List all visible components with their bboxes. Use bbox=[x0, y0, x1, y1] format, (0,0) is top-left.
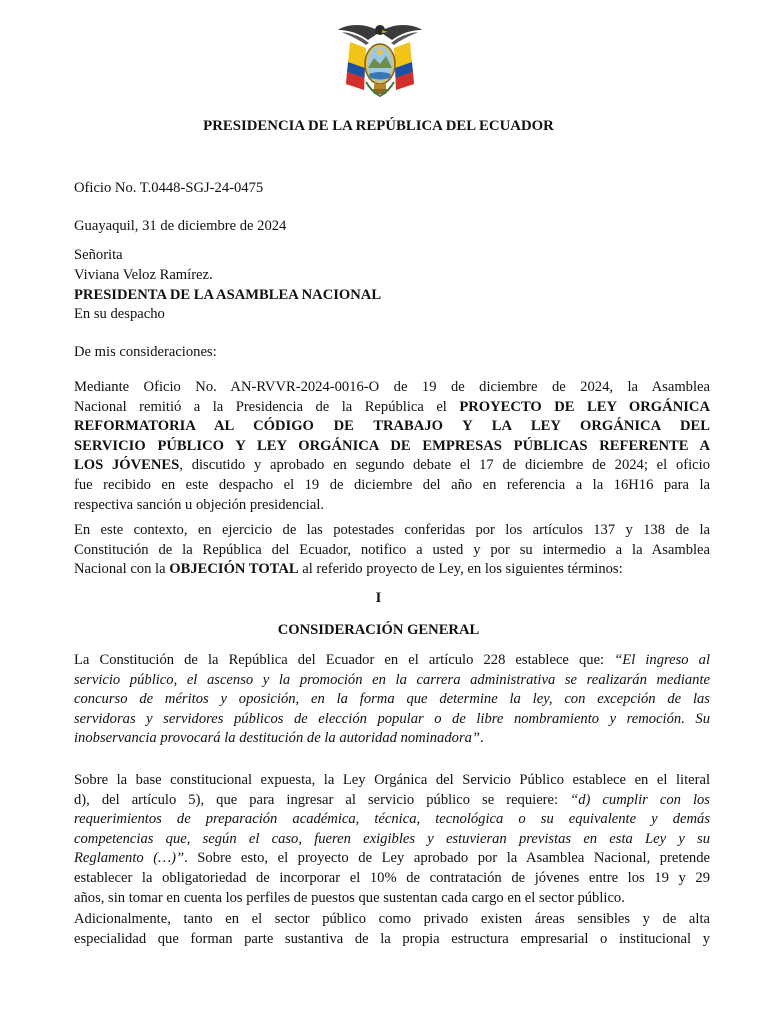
paragraph-objection-notice bbox=[74, 521, 710, 580]
p3-quote-1: “El ingreso al bbox=[614, 652, 711, 668]
section-numeral: I bbox=[375, 590, 382, 606]
p4-line-2 bbox=[74, 791, 710, 811]
p4-text: d), del artículo 5), que para ingresar al servicio público se requiere: bbox=[74, 791, 571, 808]
p3-quote-3: concurso de méritos y oposición, en la forma que determine la ley, con excepción de las bbox=[74, 691, 710, 708]
oficio-number: Oficio No. T.0448-SGJ-24-0475 bbox=[74, 180, 264, 196]
p1-text: Nacional remitió a la Presidencia de la República el bbox=[74, 398, 460, 415]
p4-quote-2: requerimientos de preparación académica, técnica, tecnológica o su equivalente y demás bbox=[74, 811, 710, 828]
p4-quote-3: competencias que, según el caso, fueren exigibles y estuvieran previstas en esta Ley y su bbox=[74, 830, 710, 847]
p3-quote-4: servidoras y servidores públicos de elección popular o de libre nombramiento y remoción. Su bbox=[74, 710, 710, 727]
p4-line-4 bbox=[74, 830, 710, 850]
p2-text: Nacional con la bbox=[74, 561, 170, 578]
p3-text: La Constitución de la República del Ecuador en el artículo 228 establece que: bbox=[74, 652, 615, 668]
p2-text-2: al referido proyecto de Ley, en los siguientes términos: bbox=[298, 561, 623, 578]
p3-line-1 bbox=[74, 651, 710, 671]
greeting: De mis consideraciones: bbox=[74, 344, 217, 360]
p1-line-5 bbox=[74, 456, 710, 476]
recipient-salutation: Señorita bbox=[74, 247, 123, 263]
p3-quote-2: servicio público, el ascenso y la promoción en la carrera administrativa se realizarán mediante bbox=[74, 671, 710, 688]
p1-line-2 bbox=[74, 398, 710, 418]
p3-line-3 bbox=[74, 690, 710, 710]
p2-line-2: Constitución de la República del Ecuador, notifico a usted y por su intermedio a la Asamblea bbox=[74, 541, 710, 558]
p1-law-title-2: REFORMATORIA AL CÓDIGO DE TRABAJO Y LA LEY ORGÁNICA DEL bbox=[74, 418, 710, 435]
paragraph-oficio-reference bbox=[74, 378, 710, 515]
objection-total-label: OBJECIÓN TOTAL bbox=[169, 561, 299, 578]
recipient-name: Viviana Veloz Ramírez. bbox=[74, 267, 213, 283]
p1-line-1: Mediante Oficio No. AN-RVVR-2024-0016-O de 19 de diciembre de 2024, la Asamblea bbox=[74, 379, 710, 395]
coat-of-arms-icon bbox=[336, 18, 424, 102]
p4-line-3 bbox=[74, 810, 710, 830]
p4-text-2: . Sobre esto, el proyecto de Ley aprobado por la Asamblea Nacional, pretende bbox=[184, 850, 711, 867]
p2-line-1: En este contexto, en ejercicio de las potestades conferidas por los artículos 137 y 138 de la bbox=[74, 522, 710, 538]
p4-line-7: años, sin tomar en cuenta los perfiles de puestos que sustentan cada cargo en el sector público. bbox=[74, 889, 625, 906]
p4-line-6: establecer la obligatoriedad de incorporar el 10% de contratación de jóvenes entre los 19 y 29 bbox=[74, 869, 710, 886]
p2-line-3 bbox=[74, 560, 710, 580]
recipient-title: PRESIDENTA DE LA ASAMBLEA NACIONAL bbox=[74, 287, 382, 303]
p4-line-1: Sobre la base constitucional expuesta, la Ley Orgánica del Servicio Público establece en el literal bbox=[74, 772, 710, 788]
p1-law-title-3: SERVICIO PÚBLICO Y LEY ORGÁNICA DE EMPRESAS PÚBLICAS REFERENTE A bbox=[74, 437, 710, 454]
recipient-location: En su despacho bbox=[74, 306, 165, 322]
p4-line-5 bbox=[74, 849, 710, 869]
p1-line-4 bbox=[74, 437, 710, 457]
p1-line-6: fue recibido en este despacho el 19 de diciembre del año en referencia a la 16H16 para la bbox=[74, 476, 710, 493]
paragraph-sensitive-areas bbox=[74, 910, 710, 949]
date-line: Guayaquil, 31 de diciembre de 2024 bbox=[74, 218, 287, 234]
p4-quote-1: “d) cumplir con los bbox=[570, 791, 710, 808]
p3-text-2: . bbox=[480, 730, 484, 747]
p5-line-1: Adicionalmente, tanto en el sector público como privado existen áreas sensibles y de alta bbox=[74, 911, 710, 927]
p1-line-3 bbox=[74, 417, 710, 437]
p3-line-2 bbox=[74, 671, 710, 691]
p5-line-2: especialidad que forman parte sustantiva de la propia estructura empresarial o institucional y bbox=[74, 930, 710, 947]
institution-heading: PRESIDENCIA DE LA REPÚBLICA DEL ECUADOR bbox=[203, 118, 554, 134]
p1-law-title-4: LOS JÓVENES bbox=[74, 457, 180, 474]
paragraph-constitution-228 bbox=[74, 651, 710, 749]
p1-line-7: respectiva sanción u objeción presidencial. bbox=[74, 496, 325, 513]
p4-quote-4: Reglamento (…)” bbox=[74, 850, 185, 867]
p1-text-2: , discutido y aprobado en segundo debate el 17 de diciembre de 2024; el oficio bbox=[179, 457, 710, 474]
p3-quote-5: inobservancia provocará la destitución de la autoridad nominadora” bbox=[74, 730, 481, 747]
p3-line-4 bbox=[74, 710, 710, 730]
p3-line-5 bbox=[74, 729, 710, 749]
section-title: CONSIDERACIÓN GENERAL bbox=[277, 622, 480, 638]
p1-law-title-1: PROYECTO DE LEY ORGÁNICA bbox=[459, 398, 710, 415]
paragraph-losep bbox=[74, 771, 710, 908]
